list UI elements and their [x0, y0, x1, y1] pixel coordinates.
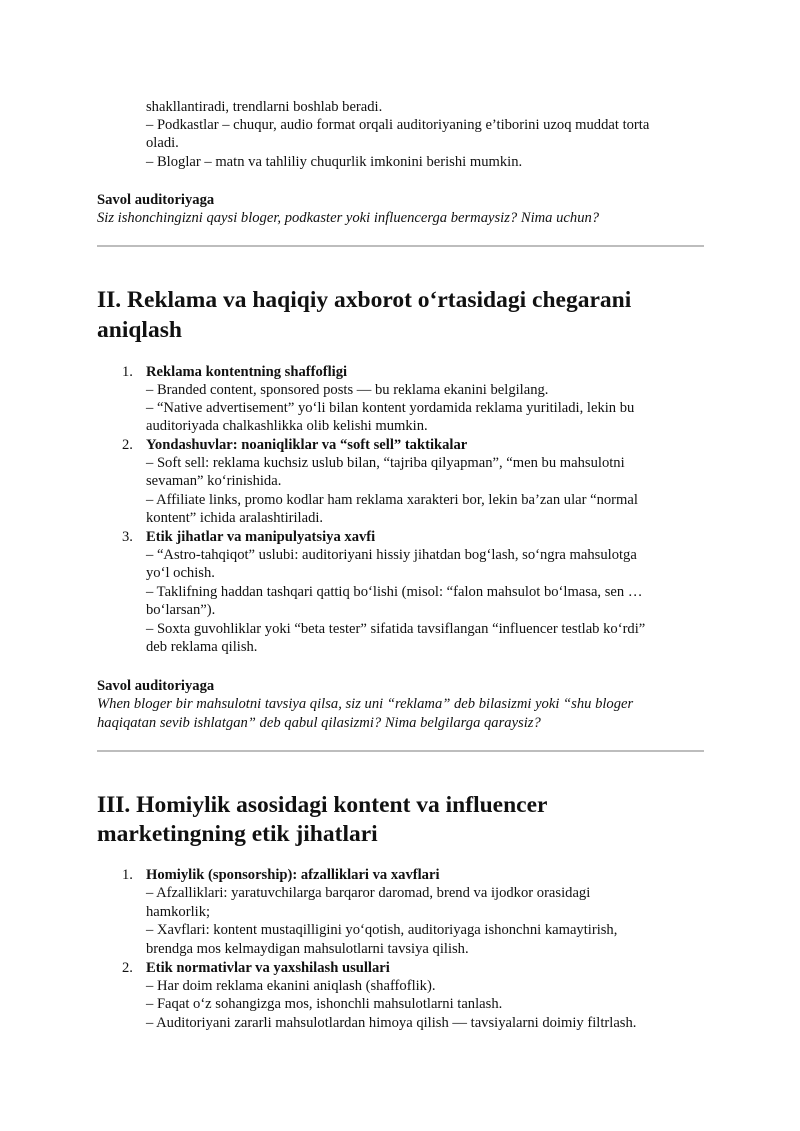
text-line: – “Astro-tahqiqot” uslubi: auditoriyani hissiy jihatdan bog‘lash, so‘ngra mahsulotga — [146, 547, 637, 563]
text-line: – Afzalliklari: yaratuvchilarga barqaror daromad, brend va ijodkor orasidagi — [146, 885, 591, 901]
text-line: – Taklifning haddan tashqari qattiq bo‘lishi (misol: “falon mahsulot bo‘lmasa, sen … — [146, 584, 643, 600]
list-number: 3. — [122, 529, 133, 545]
text-line: – “Native advertisement” yo‘li bilan kontent yordamida reklama yuritiladi, lekin bu — [146, 400, 635, 416]
text-line: – Soxta guvohliklar yoki “beta tester” sifatida tavsiflangan “influencer testlab ko‘rdi” — [146, 621, 646, 637]
text-line: deb reklama qilish. — [146, 639, 258, 655]
question-label: Savol auditoriyaga — [97, 678, 215, 694]
text-line: – Affiliate links, promo kodlar ham reklama xarakteri bor, lekin ba’zan ular “normal — [146, 492, 638, 508]
text-line: yo‘l ochish. — [146, 565, 215, 581]
text-line: brendga mos kelmaydigan mahsulotlarni tavsiya qilish. — [146, 941, 469, 957]
list-item-title: Etik normativlar va yaxshilash usullari — [146, 960, 390, 976]
text-line: – Podkastlar – chuqur, audio format orqali auditoriyaning e’tiborini uzoq muddat torta — [146, 117, 650, 133]
section-heading: II. Reklama va haqiqiy axborot o‘rtasidagi chegarani — [97, 287, 632, 313]
list-item-title: Homiylik (sponsorship): afzalliklari va xavflari — [146, 867, 440, 883]
text-line: – Branded content, sponsored posts — bu reklama ekanini belgilang. — [146, 382, 549, 398]
text-line: – Bloglar – matn va tahliliy chuqurlik imkonini berishi mumkin. — [146, 154, 523, 170]
question-text: Siz ishonchingizni qaysi bloger, podkaster yoki influencerga bermaysiz? Nima uchun? — [97, 210, 600, 226]
question-label: Savol auditoriyaga — [97, 192, 215, 208]
text-line: hamkorlik; — [146, 904, 211, 920]
list-number: 1. — [122, 867, 133, 883]
text-line: – Auditoriyani zararli mahsulotlardan himoya qilish — tavsiyalarni doimiy filtrlash. — [146, 1015, 637, 1031]
text-line: – Soft sell: reklama kuchsiz uslub bilan, “tajriba qilyapman”, “men bu mahsulotni — [146, 455, 625, 471]
list-item-title: Yondashuvlar: noaniqliklar va “soft sell” taktikalar — [146, 437, 468, 453]
divider — [97, 245, 704, 247]
section-heading: III. Homiylik asosidagi kontent va influencer — [97, 792, 548, 818]
text-line: bo‘larsan”). — [146, 602, 216, 618]
text-line: sevaman” ko‘rinishida. — [146, 473, 282, 489]
section-heading: marketingning etik jihatlari — [97, 821, 378, 847]
question-text: haqiqatan sevib ishlatgan” deb qabul qilasizmi? Nima belgilarga qaraysiz? — [97, 715, 541, 731]
list-number: 2. — [122, 437, 133, 453]
text-line: – Faqat o‘z sohangizga mos, ishonchli mahsulotlarni tanlash. — [146, 996, 503, 1012]
text-line: oladi. — [146, 135, 179, 151]
text-line: – Xavflari: kontent mustaqilligini yo‘qotish, auditoriyaga ishonchni kamaytirish, — [146, 922, 618, 938]
text-line: shakllantiradi, trendlarni boshlab beradi. — [146, 99, 383, 115]
text-line: – Har doim reklama ekanini aniqlash (shaffoflik). — [146, 978, 436, 994]
text-line: kontent” ichida aralashtiriladi. — [146, 510, 324, 526]
question-text: When bloger bir mahsulotni tavsiya qilsa, siz uni “reklama” deb bilasizmi yoki “shu bloger — [97, 696, 634, 712]
list-item-title: Etik jihatlar va manipulyatsiya xavfi — [146, 529, 376, 545]
list-number: 2. — [122, 960, 133, 976]
text-line: auditoriyada chalkashlikka olib kelishi mumkin. — [146, 418, 428, 434]
list-item-title: Reklama kontentning shaffofligi — [146, 364, 348, 380]
divider — [97, 750, 704, 752]
section-heading: aniqlash — [97, 317, 182, 343]
list-number: 1. — [122, 364, 133, 380]
